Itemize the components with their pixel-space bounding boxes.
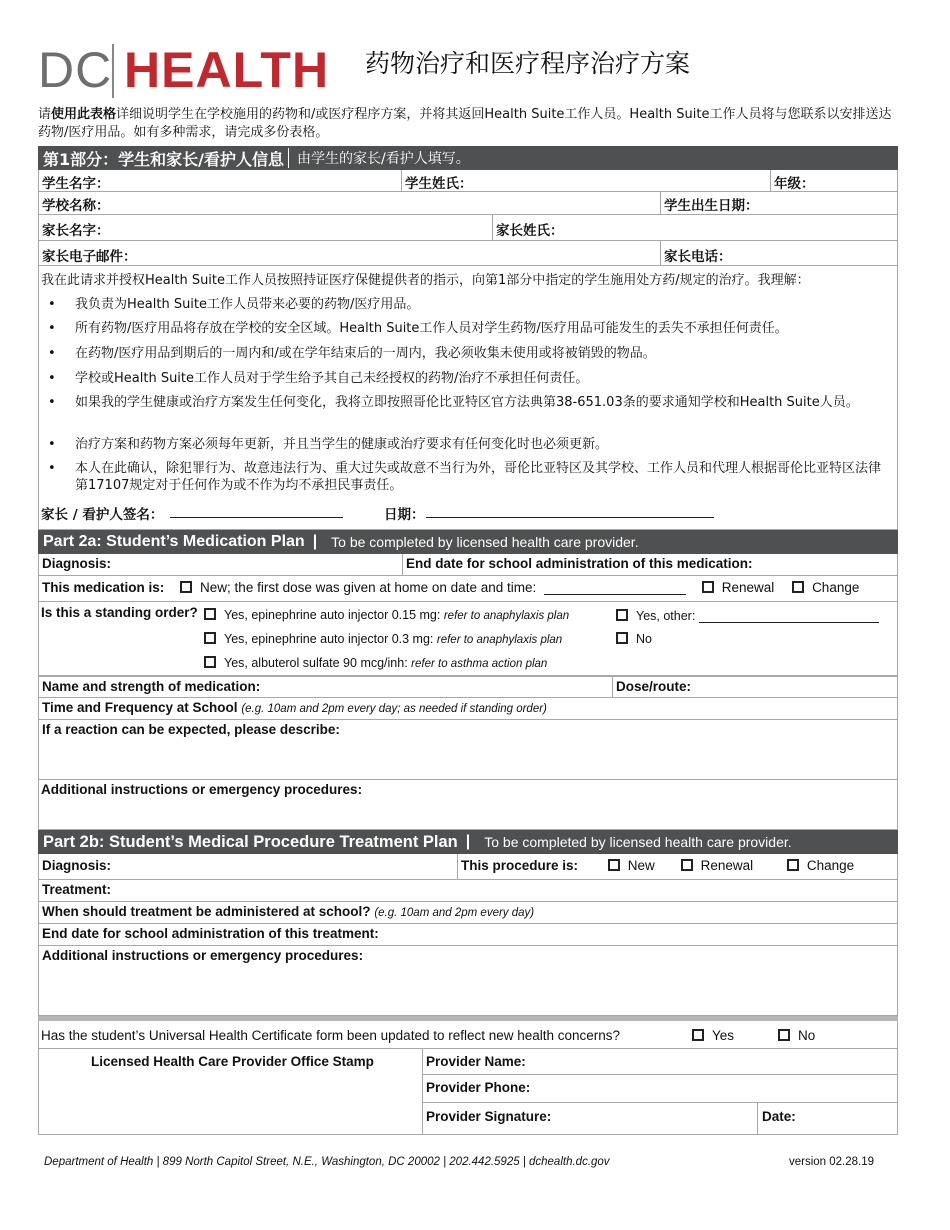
footer-version: version 02.28.19 (789, 1156, 875, 1168)
row-medication-is (38, 576, 898, 602)
time-frequency-note: (e.g. 10am and 2pm every day; as needed if standing order) (241, 703, 547, 715)
treatment-end-date-field[interactable]: End date for school administration of this treatment: (42, 926, 379, 941)
intro-rest: 详细说明学生在学校施用的药物和/或医疗程序方案，并将其返回Health Suite工作人员。Health Suite工作人员将与您联系以安排送达药物/医疗用品。如有多种需求，请完成多份表格。 (38, 107, 892, 140)
footer-address: Department of Health | 899 North Capitol Street, N.E., Washington, DC 20002 | 202.442.5925 | dchealth.dc.gov (44, 1156, 610, 1168)
when-note: (e.g. 10am and 2pm every day) (374, 907, 535, 919)
bullet-6: • 治疗方案和药物方案必须每年更新，并且当学生的健康或治疗要求有任何变化时也必须更新。 (48, 437, 609, 452)
parent-phone-field[interactable]: 家长电话： (664, 249, 732, 265)
uhc-no-label: No (798, 1028, 816, 1043)
bullet-2: • 所有药物/医疗用品将存放在学校的安全区域。Health Suite工作人员对学生药物/医疗用品可能发生的丢失不承担任何责任。 (48, 321, 788, 336)
row-2a-diagnosis (38, 554, 898, 576)
grade-field[interactable]: 年级： (774, 176, 815, 191)
student-last-name-field[interactable]: 学生姓氏： (402, 170, 771, 191)
epi-015-label: Yes, epinephrine auto injector 0.15 mg: (224, 608, 441, 622)
logo-dc: DC (38, 42, 113, 98)
proc-new-checkbox[interactable] (608, 859, 620, 871)
proc-change-label: Change (806, 858, 855, 873)
row-parent-name (38, 215, 898, 241)
other-checkbox[interactable] (616, 609, 628, 621)
part2b-divider: | (465, 833, 471, 850)
uhc-yes-label: Yes (712, 1028, 735, 1043)
epi-03-note: refer to anaphylaxis plan (436, 634, 563, 646)
parent-email-field[interactable]: 家长电子邮件： (39, 241, 661, 265)
student-dob-field[interactable]: 学生出生日期： (664, 198, 759, 214)
standing-opt-4 (616, 608, 879, 623)
part2a-title: Part 2a: Student’s Medication Plan (43, 533, 305, 550)
uhc-no (778, 1028, 815, 1043)
dose-route-field[interactable]: Dose/route: (616, 679, 692, 694)
time-frequency-field[interactable] (39, 698, 897, 719)
row-treatment (38, 880, 898, 902)
standing-opt-3 (204, 656, 547, 670)
part1-header (38, 146, 898, 170)
procedure-status (458, 854, 897, 879)
name-strength-field[interactable]: Name and strength of medication: (39, 677, 613, 697)
part2a-header (38, 530, 898, 554)
part2b-subtitle: To be completed by licensed health care provider. (484, 834, 792, 850)
new-label: New; the first dose was given at home on date and time: (200, 580, 537, 595)
proc-new-label: New (627, 858, 655, 873)
new-checkbox[interactable] (180, 581, 192, 593)
authorization-text: 我在此请求并授权Health Suite工作人员按照持证医疗保健提供者的指示，向第1部分中指定的学生施用处方药/规定的治疗。我理解： (41, 273, 810, 288)
first-dose-line[interactable] (544, 580, 686, 595)
renewal-checkbox[interactable] (702, 581, 714, 593)
row-time-frequency (38, 698, 898, 720)
parent-last-name-field[interactable]: 家长姓氏： (496, 223, 564, 239)
when-label: When should treatment be administered at school? (42, 904, 371, 919)
other-line[interactable] (699, 608, 879, 623)
albuterol-label: Yes, albuterol sulfate 90 mcg/inh: (224, 656, 408, 670)
row-when (38, 902, 898, 924)
provider-phone-field[interactable]: Provider Phone: (422, 1075, 898, 1103)
row-2b-additional (38, 946, 898, 1016)
standing-opt-1 (204, 608, 569, 622)
provider-signature-field[interactable]: Provider Signature: (422, 1103, 758, 1135)
student-first-name-field[interactable]: 学生名字： (39, 170, 402, 191)
uhc-yes-checkbox[interactable] (692, 1029, 704, 1041)
bullet-5: • 如果我的学生健康或治疗方案发生任何变化，我将立即按照哥伦比亚特区官方法典第38-651.03条的要求通知学校和Health Suite人员。 (48, 395, 859, 410)
office-stamp-label: Licensed Health Care Provider Office Stamp (91, 1054, 374, 1069)
proc-change-checkbox[interactable] (787, 859, 799, 871)
uhc-no-checkbox[interactable] (778, 1029, 790, 1041)
medication-end-date-field[interactable]: End date for school administration of this medication: (406, 556, 753, 571)
row-student-name (38, 170, 898, 192)
part2a-subtitle: To be completed by licensed health care provider. (331, 534, 639, 550)
intro-text (38, 106, 900, 142)
bullet-3: • 在药物/医疗用品到期后的一周内和/或在学年结束后的一周内，我必须收集未使用或将被销毁的物品。 (48, 346, 656, 361)
bullet-7-text: 本人在此确认，除犯罪行为、故意违法行为、重大过失或故意不当行为外，哥伦比亚特区及其学校、工作人员和代理人根据哥伦比亚特区法律第17107规定对于任何作为或不作为均不承担民事责任。 (75, 461, 882, 493)
parent-date-line[interactable] (426, 503, 714, 518)
bullet-3-text: 在药物/医疗用品到期后的一周内和/或在学年结束后的一周内，我必须收集未使用或将被销毁的物品。 (75, 346, 656, 361)
uhc-question: Has the student’s Universal Health Certificate form been updated to reflect new health concerns? (41, 1028, 621, 1043)
parent-date-label: 日期： (384, 507, 425, 523)
proc-renewal-checkbox[interactable] (681, 859, 693, 871)
parent-signature-line[interactable] (170, 503, 343, 518)
bullet-5-text: 如果我的学生健康或治疗方案发生任何变化，我将立即按照哥伦比亚特区官方法典第38-651.03条的要求通知学校和Health Suite人员。 (75, 395, 859, 410)
part2a-divider: | (312, 533, 318, 550)
medication-is-label: This medication is: (42, 580, 165, 595)
additional-2a-field[interactable]: Additional instructions or emergency procedures: (41, 782, 363, 797)
proc-renewal-label: Renewal (700, 858, 754, 873)
change-label: Change (812, 580, 860, 595)
time-frequency-label: Time and Frequency at School (42, 700, 238, 715)
part2b-title: Part 2b: Student’s Medical Procedure Treatment Plan (43, 832, 458, 851)
other-label: Yes, other: (636, 609, 696, 623)
row-parent-contact (38, 241, 898, 266)
standing-opt-2 (204, 632, 562, 646)
intro-bold: 使用此表格 (51, 107, 117, 122)
row-school (38, 192, 898, 215)
part1-title: 第1部分：学生和家长/看护人信息 (43, 149, 284, 169)
parent-signature-label: 家长 / 看护人签名： (41, 507, 164, 523)
bullet-1-text: 我负责为Health Suite工作人员带来必要的药物/医疗用品。 (75, 297, 420, 312)
provider-name-field[interactable]: Provider Name: (422, 1049, 898, 1075)
row-name-strength (38, 676, 898, 698)
row-2b-diagnosis (38, 854, 898, 880)
standing-opt-5 (616, 632, 652, 646)
when-field[interactable] (39, 902, 897, 923)
treatment-field[interactable]: Treatment: (42, 882, 112, 897)
intro-prefix: 请 (38, 107, 52, 122)
albuterol-note: refer to asthma action plan (411, 658, 548, 670)
logo-separator (112, 44, 114, 98)
bullet-4: • 学校或Health Suite工作人员对于学生给予其自己未经授权的药物/治疗不承担任何责任。 (48, 371, 589, 386)
procedure-diagnosis-field[interactable]: Diagnosis: (39, 854, 458, 879)
document-title: 药物治疗和医疗程序治疗方案 (365, 49, 691, 78)
school-name-field[interactable]: 学校名称： (39, 192, 661, 214)
change-checkbox[interactable] (792, 581, 804, 593)
parent-first-name-field[interactable]: 家长名字： (39, 215, 493, 240)
bullet-2-text: 所有药物/医疗用品将存放在学校的安全区域。Health Suite工作人员对学生药物/医疗用品可能发生的丢失不承担任何责任。 (75, 321, 788, 336)
bullet-6-text: 治疗方案和药物方案必须每年更新，并且当学生的健康或治疗要求有任何变化时也必须更新。 (75, 437, 609, 452)
row-2b-end-date (38, 924, 898, 946)
no-standing-label: No (636, 632, 652, 646)
medication-diagnosis-field[interactable]: Diagnosis: (39, 554, 403, 575)
no-standing-checkbox[interactable] (616, 632, 628, 644)
part2b-header (38, 830, 898, 854)
provider-date-field[interactable]: Date: (762, 1109, 796, 1124)
standing-order-label: Is this a standing order? (41, 605, 198, 620)
medication-status (39, 576, 897, 601)
bullet-4-text: 学校或Health Suite工作人员对于学生给予其自己未经授权的药物/治疗不承担任何责任。 (75, 371, 589, 386)
logo-health: HEALTH (124, 42, 330, 98)
reaction-field[interactable]: If a reaction can be expected, please describe: (42, 722, 340, 737)
bullet-1: • 我负责为Health Suite工作人员带来必要的药物/医疗用品。 (48, 297, 420, 312)
additional-2b-field[interactable]: Additional instructions or emergency procedures: (42, 948, 364, 963)
bullet-7: • 本人在此确认，除犯罪行为、故意违法行为、重大过失或故意不当行为外，哥伦比亚特区及其学校、工作人员和代理人根据哥伦比亚特区法律第17107规定对于任何作为或不作为均不承担民事责任。 (48, 460, 893, 494)
uhc-yes (692, 1028, 734, 1043)
epi-015-checkbox[interactable] (204, 608, 216, 620)
albuterol-checkbox[interactable] (204, 656, 216, 668)
renewal-label: Renewal (721, 580, 775, 595)
procedure-is-label: This procedure is: (461, 858, 579, 873)
epi-015-note: refer to anaphylaxis plan (443, 610, 570, 622)
row-reaction (38, 720, 898, 780)
epi-03-checkbox[interactable] (204, 632, 216, 644)
epi-03-label: Yes, epinephrine auto injector 0.3 mg: (224, 632, 434, 646)
part1-subtitle: 由学生的家长/看护人填写。 (288, 148, 470, 168)
